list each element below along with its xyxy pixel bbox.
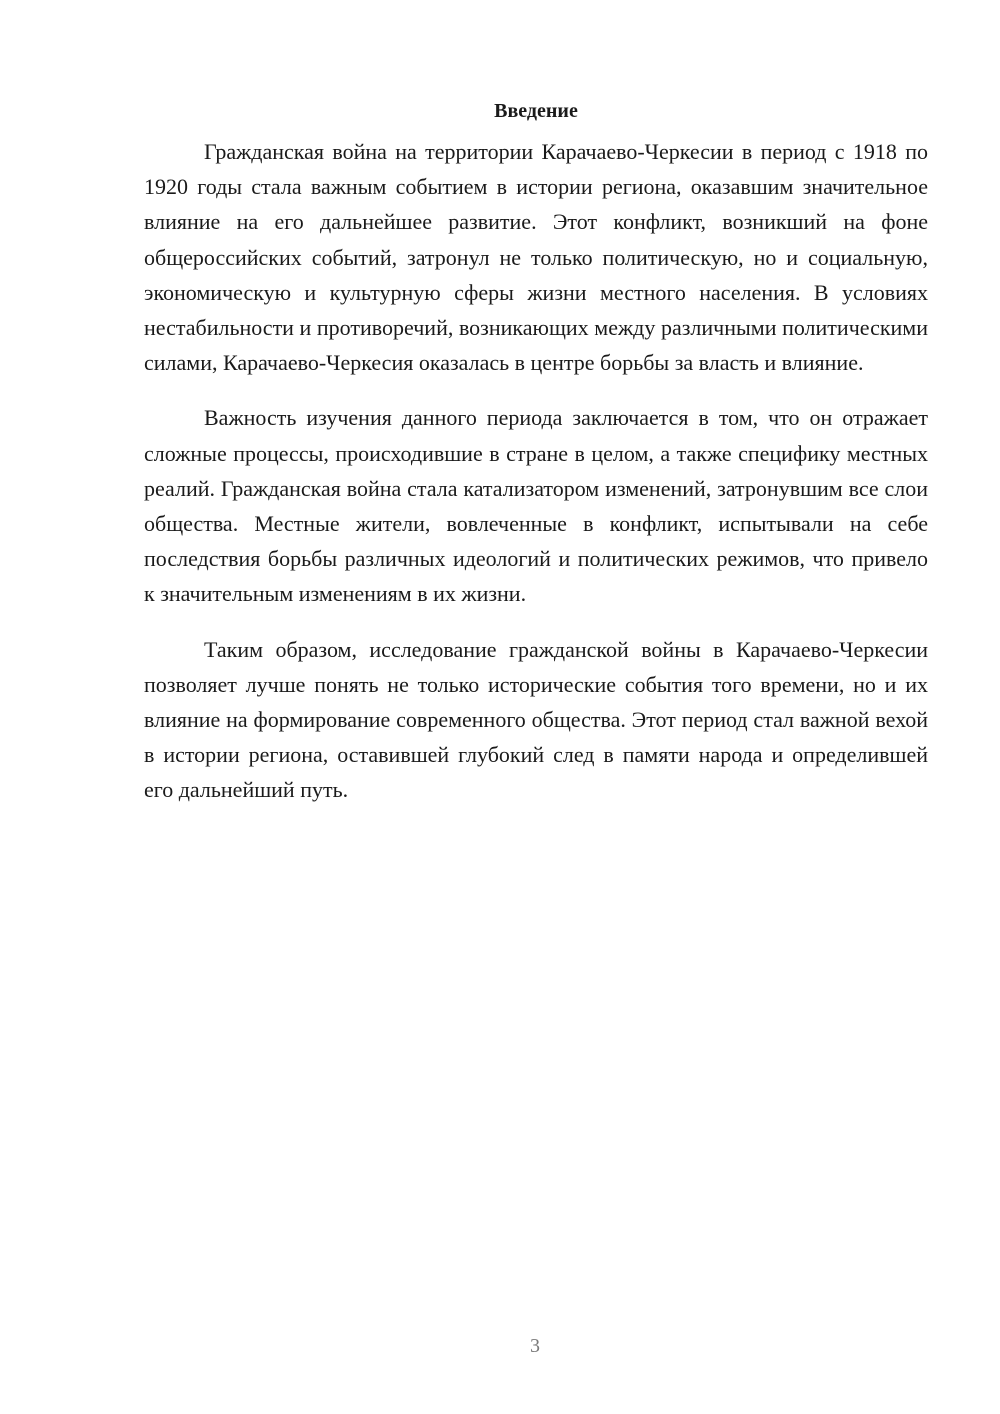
section-title: Введение [494,100,578,122]
paragraph-2: Важность изучения данного периода заключается в том, что он отражает сложные процессы, происходившие в стране в целом, а также специфику местных реалий. Гражданская война стала катализатором изменений, затронувшим все слои общества. Местные жители, вовлеченные в конфликт, испытывали на себе последствия борьбы различных идеологий и политических режимов, что привело к значительным изменениям в их жизни. [144,405,928,607]
page-content [144,96,928,828]
page-number: 3 [530,1335,540,1357]
paragraph-3: Таким образом, исследование гражданской войны в Карачаево-Черкесии позволяет лучше понять не только исторические события того времени, но и их влияние на формирование современного общества. Этот период стал важной вехой в истории региона, оставившей глубокий след в памяти народа и определившей его дальнейший путь. [144,636,928,803]
paragraph-1: Гражданская война на территории Карачаево-Черкесии в период с 1918 по 1920 годы стала важным событием в истории региона, оказавшим значительное влияние на его дальнейшее развитие. Этот конфликт, возникший на фоне общероссийских событий, затронул не только политическую, но и социальную, экономическую и культурную сферы жизни местного населения. В условиях нестабильности и противоречий, возникающих между различными политическими силами, Карачаево-Черкесия оказалась в центре борьбы за власть и влияние. [144,139,928,376]
